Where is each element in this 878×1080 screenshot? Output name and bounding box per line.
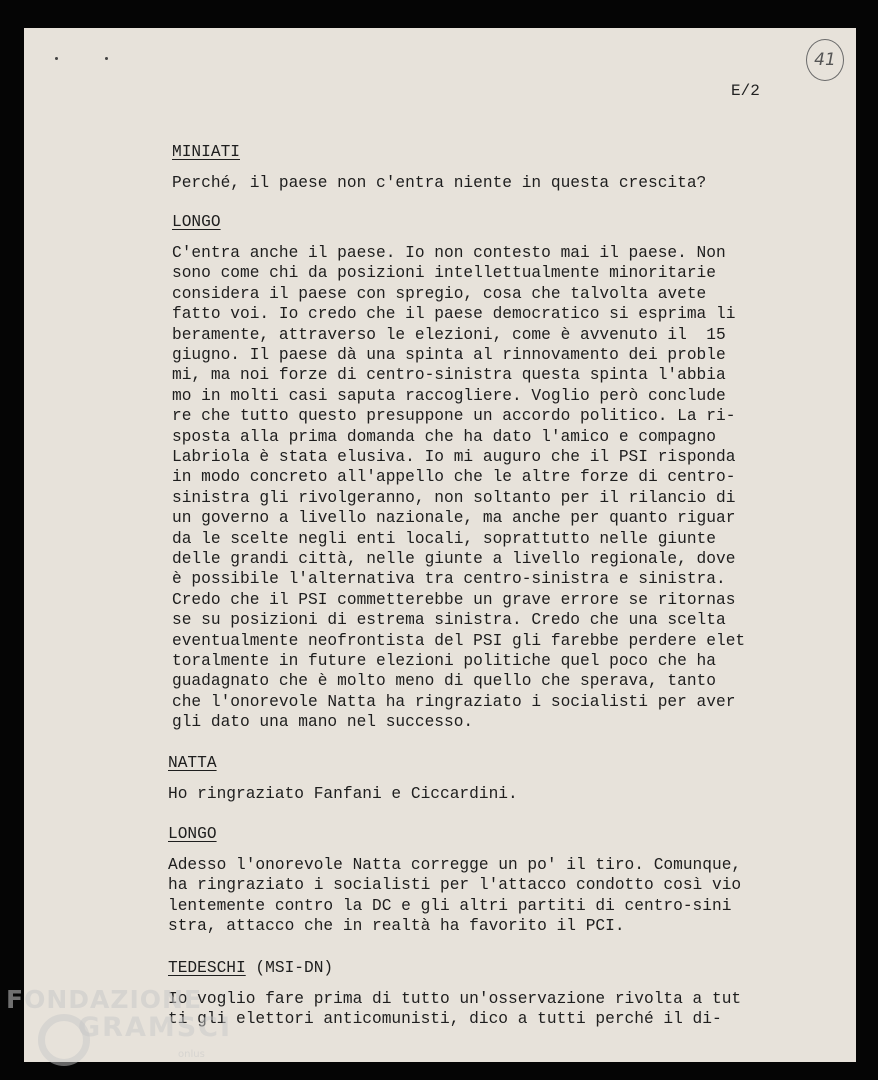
speech-line: mi, ma noi forze di centro-sinistra questa spinta l'abbia	[172, 366, 726, 385]
speech-line: delle grandi città, nelle giunte a livello regionale, dove	[172, 550, 736, 568]
speech-line: Io voglio fare prima di tutto un'osservazione rivolta a tut	[168, 990, 742, 1008]
speech-line: lentemente contro la DC e gli altri partiti di centro-sini	[168, 896, 732, 915]
speaker-label: MINIATI	[172, 143, 240, 161]
speech-line: toralmente in future elezioni politiche quel poco che ha	[172, 652, 716, 670]
speech-line: eventualmente neofrontista del PSI gli farebbe perdere elet	[172, 631, 746, 650]
speech-line: stra, attacco che in realtà ha favorito il PCI.	[168, 917, 625, 936]
page-code: E/2	[731, 82, 760, 100]
speech-line: C'entra anche il paese. Io non contesto mai il paese. Non	[172, 244, 726, 262]
speech-line: un governo a livello nazionale, ma anche per quanto riguar	[172, 509, 736, 528]
speech-line: che l'onorevole Natta ha ringraziato i socialisti per aver	[172, 692, 736, 711]
speech-line: da le scelte negli enti locali, soprattutto nelle giunte	[172, 529, 716, 548]
speech-line: in modo concreto all'appello che le altre forze di centro-	[172, 468, 736, 487]
speech-line: guadagnato che è molto meno di quello che sperava, tanto	[172, 672, 716, 691]
speech-line: mo in molti casi saputa raccogliere. Voglio però conclude	[172, 386, 726, 405]
watermark-foundation: FONDAZIONE	[6, 985, 203, 1014]
speech-line: Credo che il PSI commetterebbe un grave errore se ritornas	[172, 590, 736, 609]
speech-line: sono come chi da posizioni intellettualmente minoritarie	[172, 264, 716, 283]
speech-line: sinistra gli rivolgeranno, non soltanto per il rilancio di	[172, 488, 736, 507]
speaker-party: (MSI-DN)	[245, 959, 334, 977]
speech-line: se su posizioni di estrema sinistra. Credo che una scelta	[172, 611, 726, 630]
speech-line: ha ringraziato i socialisti per l'attacco condotto così vio	[168, 876, 742, 895]
paper-speck	[55, 57, 58, 60]
speech-line: Adesso l'onorevole Natta corregge un po' il tiro. Comunque,	[168, 856, 742, 874]
page-number-stamp: 41	[806, 39, 844, 81]
speech-line: fatto voi. Io credo che il paese democratico si esprima li	[172, 305, 736, 324]
speech-line: giugno. Il paese dà una spinta al rinnovamento dei proble	[172, 346, 726, 364]
watermark-gramsci: GRAMSCI	[78, 1012, 233, 1043]
speaker-label: LONGO	[172, 213, 221, 231]
speech-line: sposta alla prima domanda che ha dato l'amico e compagno	[172, 427, 716, 446]
speech-line: è possibile l'alternativa tra centro-sinistra e sinistra.	[172, 570, 726, 589]
speech-line: beramente, attraverso le elezioni, come è avvenuto il 15	[172, 325, 726, 344]
speaker-label: TEDESCHI	[168, 959, 246, 977]
speaker-heading	[168, 958, 333, 978]
speech-line: ti gli elettori anticomunisti, dico a tutti perché il di-	[168, 1010, 722, 1029]
speaker-label: NATTA	[168, 754, 217, 772]
speech-line: Ho ringraziato Fanfani e Ciccardini.	[168, 785, 518, 803]
paper-speck	[105, 57, 108, 60]
watermark-onlus: onlus	[178, 1049, 205, 1060]
speech-line: Labriola è stata elusiva. Io mi auguro che il PSI risponda	[172, 448, 736, 466]
speech-line: considera il paese con spregio, cosa che talvolta avete	[172, 284, 707, 303]
speech-line: Perché, il paese non c'entra niente in questa crescita?	[172, 174, 707, 192]
speech-line: gli dato una mano nel successo.	[172, 713, 474, 732]
speech-line: re che tutto questo presuppone un accordo politico. La ri-	[172, 407, 736, 426]
speaker-label: LONGO	[168, 825, 217, 843]
